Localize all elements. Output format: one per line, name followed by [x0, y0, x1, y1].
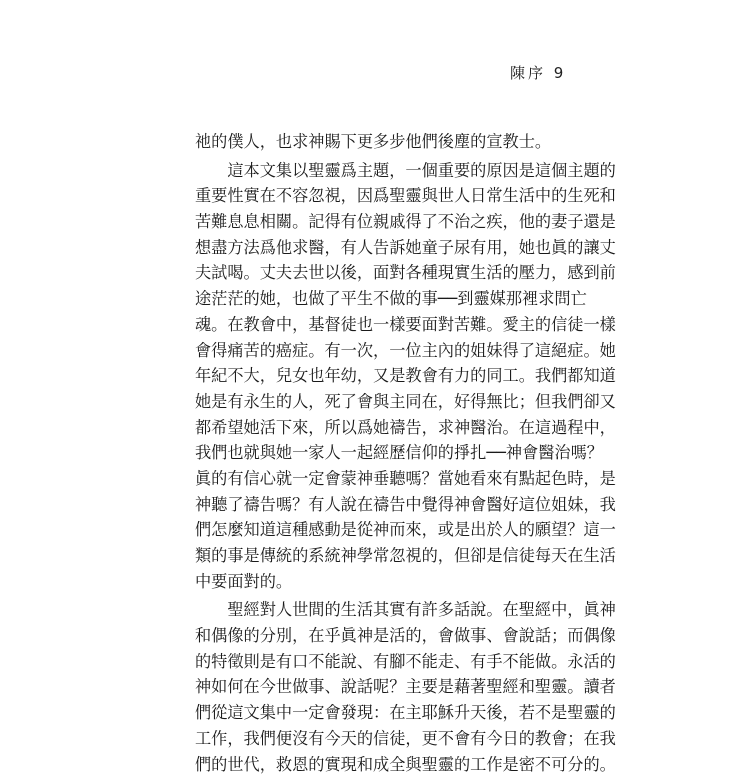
text-line: 工作，我們便沒有今天的信徒，更不會有今日的教會；在我 — [195, 726, 575, 752]
paragraph — [195, 597, 575, 777]
paragraph — [195, 129, 575, 155]
text-line: 類的事是傳統的系統神學常忽視的，但卻是信徒每天在生活 — [195, 543, 575, 569]
section-title: 陳序 — [510, 64, 546, 82]
text-line: 重要性實在不容忽視，因爲聖靈與世人日常生活中的生死和 — [195, 183, 575, 209]
text-line: 夫試喝。丈夫去世以後，面對各種現實生活的壓力，感到前 — [195, 260, 575, 286]
text-line: 她是有永生的人，死了會與主同在，好得無比；但我們卻又 — [195, 389, 575, 415]
text-line: 都希望她活下來，所以爲她禱告，求神醫治。在這過程中， — [195, 415, 575, 441]
text-line: 們從這文集中一定會發現：在主耶穌升天後，若不是聖靈的 — [195, 700, 575, 726]
text-line: 中要面對的。 — [195, 569, 575, 595]
text-line: 途茫茫的她，也做了平生不做的事──到靈媒那裡求問亡 — [195, 286, 575, 312]
page-number: 9 — [554, 64, 564, 82]
text-line: 我們也就與她一家人一起經歷信仰的掙扎──神會醫治嗎？ — [195, 440, 575, 466]
text-line: 聖經對人世間的生活其實有許多話說。在聖經中，眞神 — [195, 597, 575, 623]
text-line: 祂的僕人，也求神賜下更多步他們後塵的宣教士。 — [195, 129, 575, 155]
text-line: 們怎麼知道這種感動是從神而來，或是出於人的願望？這一 — [195, 517, 575, 543]
text-line: 眞的有信心就一定會蒙神垂聽嗎？當她看來有點起色時，是 — [195, 466, 575, 492]
text-line: 年紀不大，兒女也年幼，又是教會有力的同工。我們都知道 — [195, 363, 575, 389]
text-line: 這本文集以聖靈爲主題，一個重要的原因是這個主題的 — [195, 158, 575, 184]
text-line: 會得痛苦的癌症。有一次，一位主內的姐妹得了這絕症。她 — [195, 338, 575, 364]
text-line: 魂。在教會中，基督徒也一樣要面對苦難。愛主的信徒一樣 — [195, 312, 575, 338]
text-line: 神如何在今世做事、說話呢？主要是藉著聖經和聖靈。讀者 — [195, 674, 575, 700]
paragraph — [195, 158, 575, 595]
text-line: 的特徵則是有口不能說、有腳不能走、有手不能做。永活的 — [195, 649, 575, 675]
running-header — [510, 62, 563, 83]
text-line: 想盡方法爲他求醫，有人告訴她童子尿有用，她也眞的讓丈 — [195, 235, 575, 261]
text-line: 苦難息息相關。記得有位親戚得了不治之疾，他的妻子還是 — [195, 209, 575, 235]
text-line: 神聽了禱告嗎？有人說在禱告中覺得神會醫好這位姐妹，我 — [195, 492, 575, 518]
text-line: 們的世代，救恩的實現和成全與聖靈的工作是密不可分的。 — [195, 752, 575, 777]
body-text — [195, 129, 575, 777]
text-line: 和偶像的分別，在乎眞神是活的，會做事、會說話；而偶像 — [195, 623, 575, 649]
